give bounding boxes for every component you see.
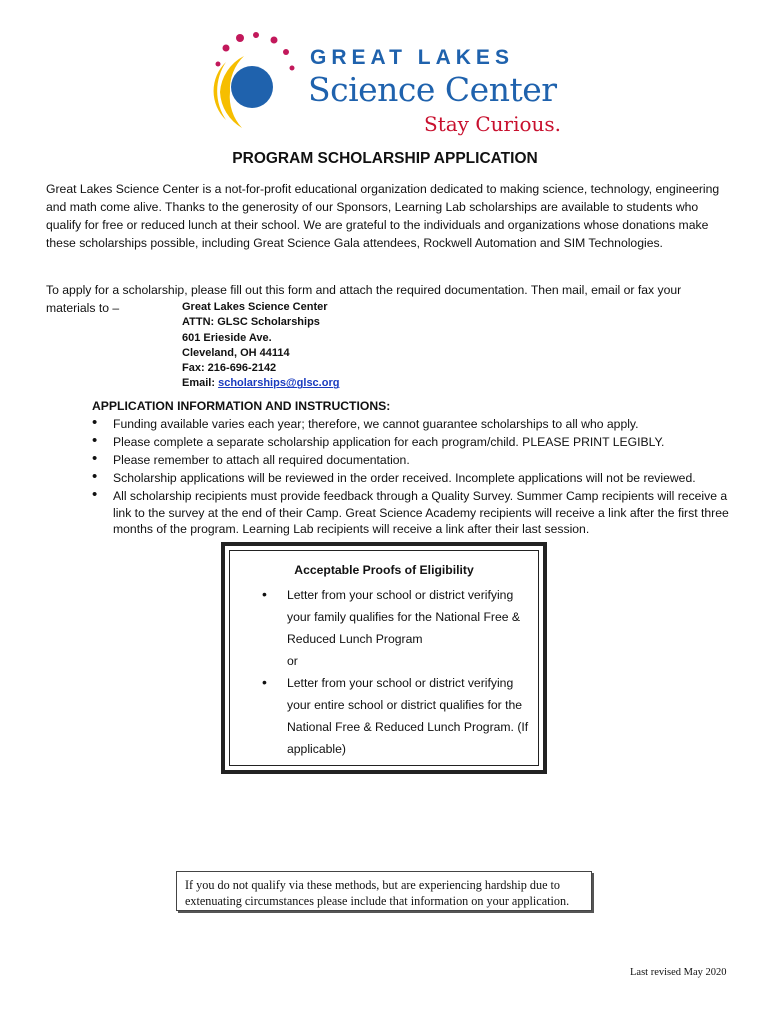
list-item [92,452,732,469]
address-street: 601 Erieside Ave. [182,331,272,344]
instructions-heading: APPLICATION INFORMATION AND INSTRUCTIONS: [92,399,391,413]
apply-paragraph [46,281,726,317]
eligibility-or: or [287,654,298,668]
list-item [92,434,732,451]
list-item-text: Please complete a separate scholarship application for each program/child. PLEASE PRINT LEGIBLY. [113,435,665,449]
address-city: Cleveland, OH 44114 [182,346,290,359]
bullet-icon: • [262,674,267,690]
eligibility-item-text: Letter from your school or district verifying your family qualifies for the National Free & Reduced Lunch Program [287,588,521,646]
list-item-text: Please remember to attach all required documentation. [113,453,410,467]
apply-text-line1: To apply for a scholarship, please fill out this form and attach the required documentation. Then mail, email or fax your [46,283,682,297]
apply-text-line2: materials to – [46,301,120,315]
bullet-icon: • [92,468,98,485]
eligibility-title: Acceptable Proofs of Eligibility [294,563,474,577]
hardship-note: If you do not qualify via these methods, but are experiencing hardship due to extenuating circumstances please include that information on your application. [176,871,592,911]
list-item-text: Scholarship applications will be reviewed in the order received. Incomplete applications will not be reviewed. [113,471,696,485]
list-item [92,470,732,487]
mailing-address [182,300,339,392]
logo-dot [283,49,289,55]
eligibility-item [262,672,532,760]
bullet-icon: • [92,450,98,467]
list-item [92,416,732,433]
logo-dot [290,66,295,71]
logo-dot [216,62,221,67]
email-link[interactable]: scholarships@glsc.org [218,377,340,390]
logo-dot [253,32,259,38]
eligibility-list [262,584,532,760]
address-fax: Fax: 216-696-2142 [182,362,277,375]
bullet-icon: • [92,432,98,449]
intro-text: Great Lakes Science Center is a not-for-profit educational organization dedicated to making science, technology, engineering and math come alive. Thanks to the generosity of our Sponsors, Learning Lab scholarships are available to students who qualify for free or reduced lunch at their school. We are grateful to the individuals and organizations whose donations make these scholarships possible, including Great Science Gala attendees, Rockwell Automation and SIM Technologies. [46,182,720,250]
eligibility-item [262,584,532,650]
address-org: Great Lakes Science Center [182,301,328,313]
bullet-icon: • [92,414,98,431]
logo-blue-circle [231,66,273,108]
bullet-icon: • [262,586,267,602]
intro-paragraph [46,180,726,252]
address-email-label: Email: [182,377,216,390]
address-attn: ATTN: GLSC Scholarships [182,316,320,329]
page-title: PROGRAM SCHOLARSHIP APPLICATION [232,150,538,167]
logo-text-science-center: Science Center [308,70,557,109]
logo-dot [223,45,230,52]
logo-dot [271,37,278,44]
logo-tagline: Stay Curious. [424,112,562,136]
list-item [92,488,732,538]
bullet-icon: • [92,486,98,503]
instructions-list [92,416,732,539]
address-email-row [182,376,339,391]
logo-text-great-lakes: GREAT LAKES [310,46,514,69]
logo-dot [236,34,244,42]
eligibility-item-text: Letter from your school or district verifying your entire school or district qualifies for the National Free & Reduced Lunch Program. (If applicable) [287,676,529,756]
list-item-text: All scholarship recipients must provide feedback through a Quality Survey. Summer Camp recipients will receive a link to the survey at the end of their Camp. Great Science Academy recipients will receive a link after the first three months of the program. Learning Lab recipients will receive a link after their last session. [113,489,729,536]
list-item-text: Funding available varies each year; therefore, we cannot guarantee scholarships to all who apply. [113,417,639,431]
last-revised: Last revised May 2020 [630,967,727,978]
